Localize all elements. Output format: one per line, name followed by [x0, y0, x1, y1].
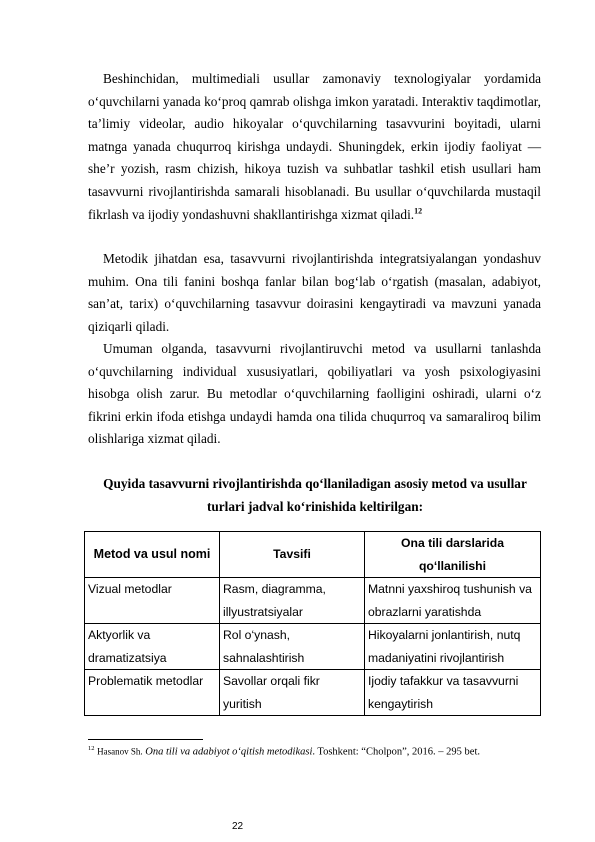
header-method-name: Metod va usul nomi	[85, 532, 220, 578]
table-cell: Rasm, diagramma, illyustratsiyalar	[220, 578, 365, 624]
paragraph-2: Metodik jihatdan esa, tasavvurni rivojlantirishda integratsiyalangan yondashuv muhim. Ona tili fanini boshqa fanlar bilan bog‘lab o‘rgatish (masalan, adabiyot, san’at, tarix) o‘quvchilarning tasavvur doirasini kengaytiradi va mavzuni yanada qiziqarli qiladi.	[88, 251, 541, 334]
footnote-author: Hasanov Sh.	[97, 746, 143, 757]
table-cell: Savollar orqali fikr yuritish	[220, 670, 365, 716]
footnote-number: 12	[88, 745, 95, 752]
table-cell: Aktyorlik va dramatizatsiya	[85, 624, 220, 670]
footnote-title: Ona tili va adabiyot o‘qitish metodikasi	[145, 746, 313, 758]
header-application: Ona tili darslarida qo‘llanilishi	[365, 532, 541, 578]
header-description: Tavsifi	[220, 532, 365, 578]
table-row	[85, 670, 541, 716]
table-cell: Matnni yaxshiroq tushunish va obrazlarni yaratishda	[365, 578, 541, 624]
paragraph-1	[88, 68, 541, 226]
footnote-publication: . Toshkent: “Cholpon”, 2016. – 295 bet.	[312, 746, 481, 758]
table-cell: Hikoyalarni jonlantirish, nutq madaniyatini rivojlantirish	[365, 624, 541, 670]
footnote	[88, 743, 528, 759]
paragraph-1-text: Beshinchidan, multimediali usullar zamonaviy texnologiyalar yordamida o‘quvchilarni yanada ko‘proq qamrab olishga imkon yaratadi. Interaktiv taqdimotlar, ta’limiy videolar, audio hikoyalar o‘quvchilarning tasavvurini boyitadi, ularni matnga yanada chuqurroq kirishga undaydi. Shuningdek, erkin ijodiy faoliyat — she’r yozish, rasm chizish, hikoya tuzish va suhbatlar tashkil etish usullari ham tasavvurni rivojlantirishda samarali hisoblanadi. Bu usullar o‘quvchilarda mustaqil fikrlash va ijodiy yondashuvni shakllantirishga xizmat qiladi.	[88, 71, 541, 222]
footnote-divider	[88, 739, 203, 740]
table-row	[85, 578, 541, 624]
page-number: 22	[231, 821, 244, 832]
table-cell: Ijodiy tafakkur va tasavvurni kengaytirish	[365, 670, 541, 716]
footnote-reference[interactable]: 12	[414, 206, 423, 216]
table-caption: Quyida tasavvurni rivojlantirishda qo‘llaniladigan asosiy metod va usullar turlari jadval ko‘rinishida keltirilgan:	[103, 476, 527, 514]
table-header-row	[85, 532, 541, 578]
methods-table	[84, 531, 541, 716]
paragraph-3: Umuman olganda, tasavvurni rivojlantiruvchi metod va usullarni tanlashda o‘quvchilarning individual xususiyatlari, qobiliyatlari va yosh psixologiyasini hisobga olish zarur. Bu metodlar o‘quvchilarning faolligini oshiradi, ularni o‘z fikrini erkin ifoda etishga undaydi hamda ona tilida chuqurroq va samaraliroq bilim olishlariga xizmat qiladi.	[88, 341, 541, 447]
table-cell: Problematik metodlar	[85, 670, 220, 716]
table-cell: Vizual metodlar	[85, 578, 220, 624]
table-row	[85, 624, 541, 670]
table-cell: Rol o‘ynash, sahnalashtirish	[220, 624, 365, 670]
